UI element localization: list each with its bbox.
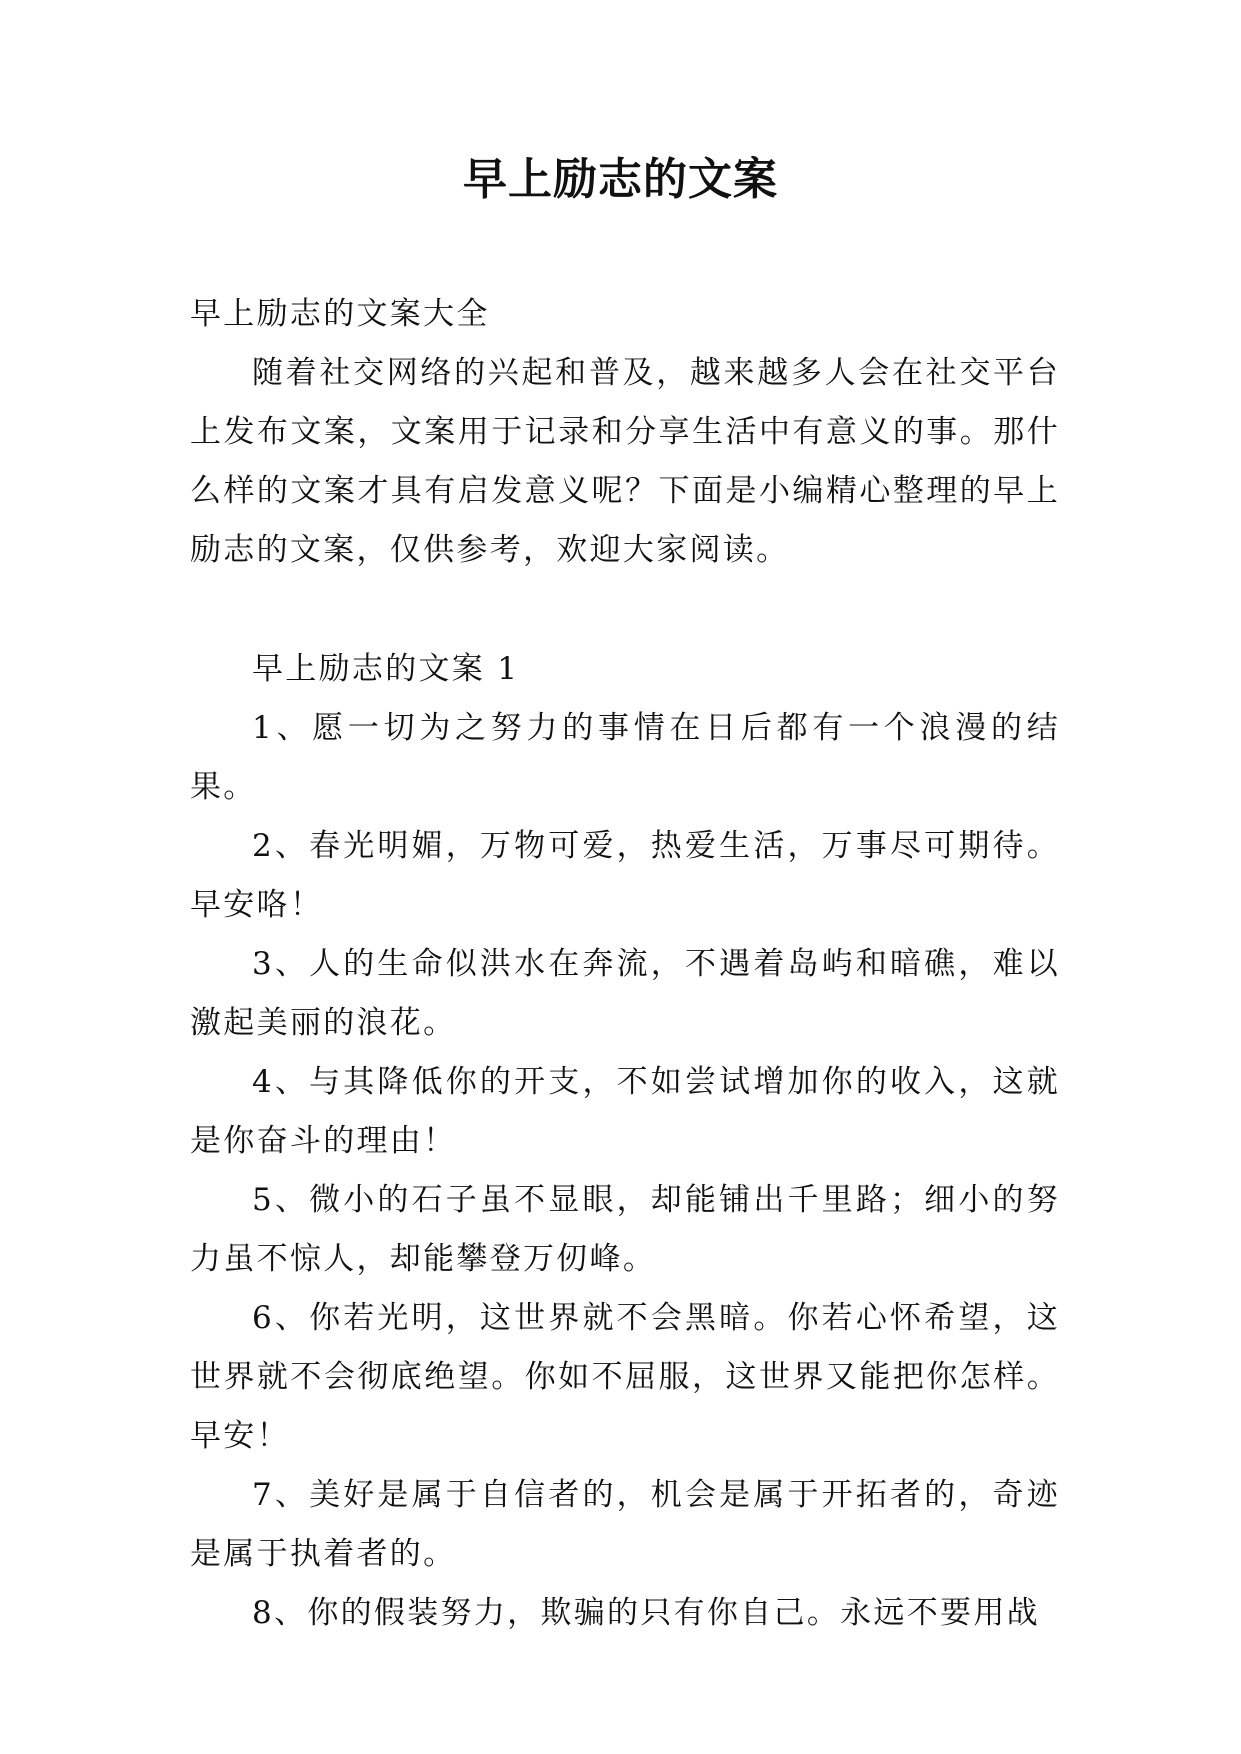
document-body [190,285,1060,1643]
list-item: 8、你的假装努力，欺骗的只有你自己。永远不要用战 [252,1595,1040,1631]
paragraph-gap [190,580,1060,640]
list-item: 5、微小的石子虽不显眼，却能铺出千里路；细小的努力虽不惊人，却能攀登万仞峰。 [190,1182,1060,1277]
intro-paragraph: 随着社交网络的兴起和普及，越来越多人会在社交平台上发布文案，文案用于记录和分享生活中有意义的事。那什么样的文案才具有启发意义呢？下面是小编精心整理的早上励志的文案，仅供参考，欢迎大家阅读。 [190,355,1060,568]
list-item: 3、人的生命似洪水在奔流，不遇着岛屿和暗礁，难以激起美丽的浪花。 [190,946,1060,1041]
document-title: 早上励志的文案 [463,154,778,205]
list-item: 6、你若光明，这世界就不会黑暗。你若心怀希望，这世界就不会彻底绝望。你如不屈服，这世界又能把你怎样。早安！ [190,1300,1060,1454]
section-heading: 早上励志的文案 1 [252,651,520,687]
document-subtitle: 早上励志的文案大全 [190,296,490,332]
list-item: 2、春光明媚，万物可爱，热爱生活，万事尽可期待。早安咯！ [190,828,1060,923]
list-item: 1、愿一切为之努力的事情在日后都有一个浪漫的结果。 [190,710,1060,805]
list-item: 7、美好是属于自信者的，机会是属于开拓者的，奇迹是属于执着者的。 [190,1477,1060,1572]
list-item: 4、与其降低你的开支，不如尝试增加你的收入，这就是你奋斗的理由！ [190,1064,1060,1159]
